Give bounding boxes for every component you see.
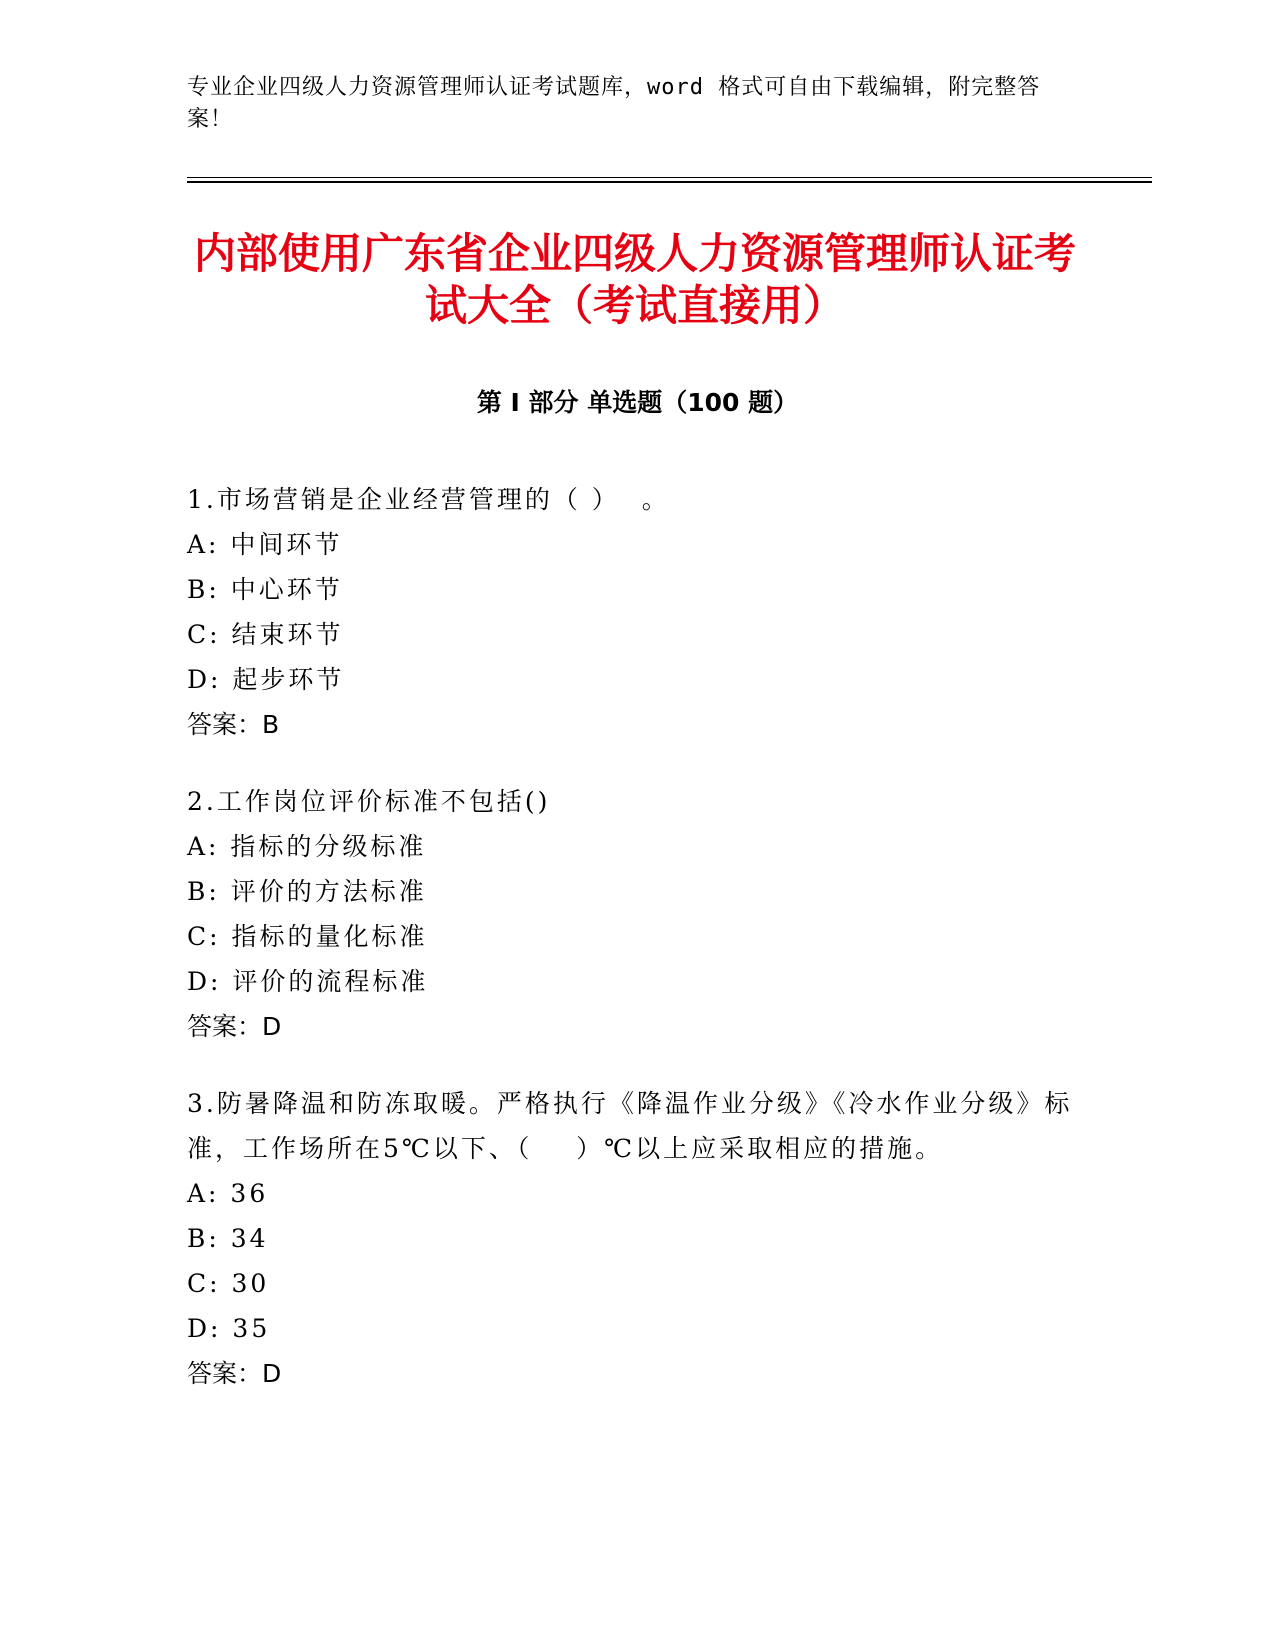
header-rule-thin [187, 177, 1152, 178]
question-stem: 3.防暑降温和防冻取暖。严格执行《降温作业分级》《冷水作业分级》标准，工作场所在5℃以下、（ ）℃以上应采取相应的措施。 [187, 1089, 1073, 1163]
question-2 [187, 779, 1077, 1049]
answer: 答案：D [187, 1012, 282, 1041]
option-b: B: 中心环节 [187, 575, 343, 604]
option-c: C: 结束环节 [187, 620, 344, 649]
option-a: A: 指标的分级标准 [187, 832, 427, 861]
option-d: D: 35 [187, 1314, 271, 1343]
question-3 [187, 1081, 1077, 1396]
header-note: 专业企业四级人力资源管理师认证考试题库，word 格式可自由下载编辑，附完整答案！ [187, 75, 1041, 132]
document-title: 内部使用广东省企业四级人力资源管理师认证考试大全（考试直接用） [193, 229, 1076, 330]
option-a: A: 36 [187, 1179, 269, 1208]
option-c: C: 30 [187, 1269, 270, 1298]
section-title: 第 I 部分 单选题（100 题） [476, 388, 799, 417]
option-c: C: 指标的量化标准 [187, 922, 428, 951]
question-list [187, 477, 1077, 1428]
option-b: B: 评价的方法标准 [187, 877, 427, 906]
answer: 答案：D [187, 1359, 282, 1388]
answer: 答案：B [187, 710, 280, 739]
option-a: A: 中间环节 [187, 530, 343, 559]
option-d: D: 评价的流程标准 [187, 967, 429, 996]
option-d: D: 起步环节 [187, 665, 345, 694]
option-b: B: 34 [187, 1224, 269, 1253]
question-stem: 1.市场营销是企业经营管理的（ ） 。 [187, 485, 670, 514]
question-1 [187, 477, 1077, 747]
question-stem: 2.工作岗位评价标准不包括() [187, 787, 551, 816]
header-rule-thick [187, 181, 1152, 183]
